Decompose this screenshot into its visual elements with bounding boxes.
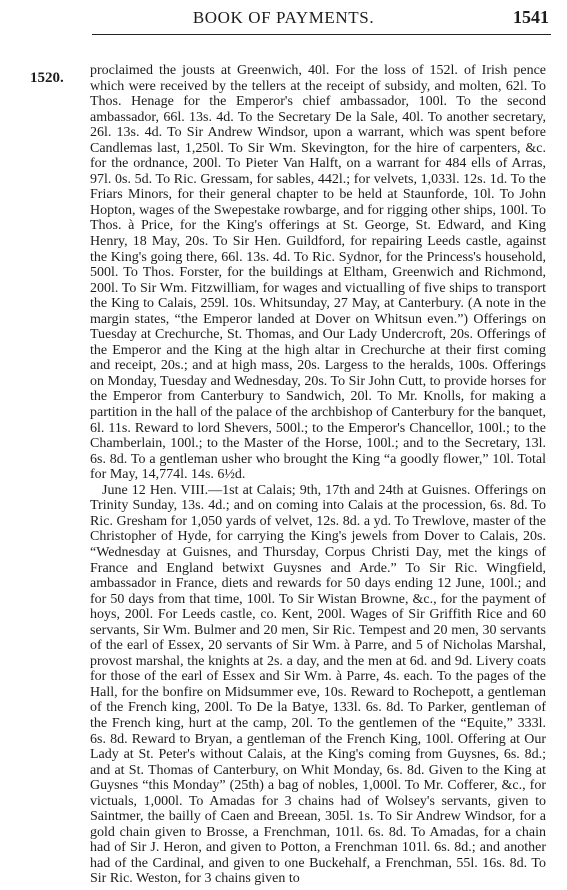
paragraph-may: proclaimed the jousts at Greenwich, 40l. For the loss of 152l. of Irish pence which were received by the tellers at the receipt of subsidy, and molten, 62l. To Thos. Henage for the Emperor's chief ambassador, 100l. To the second ambassador, 66l. 13s. 4d. To the Secretary De la Sale, 40l. To another secretary, 26l. 13s. 4d. To Sir Andrew Windsor, upon a warrant, which was spent before Candlemas last, 1,250l. To Sir Wm. Skevington, for the hire of carpenters, &c. for the ordnance, 200l. To Pieter Van Halft, on a warrant for 484 ells of Arras, 97l. 0s. 5d. To Ric. Gressam, for sables, 442l.; for velvets, 1,033l. 12s. 1d. To the Friars Minors, for their general chapter to be held at Staunforde, 10l. To John Hopton, wages of the Swepestake rowbarge, and for rigging other ships, 100l. To Thos. à Price, for the King's offerings at St. George, St. Edward, and King Henry, 18 May, 20s. To Sir Hen. Guildford, for repairing Leeds castle, against the King's going there, 66l. 13s. 4d. To Ric. Sydnor, for the Princess's household, 500l. To Thos. Forster, for the buildings at Eltham, Greenwich and Richmond, 200l. To Sir Wm. Fitzwilliam, for wages and victualling of five ships to transport the King to Calais, 259l. 10s. Whitsunday, 27 May, at Canterbury. (A note in the margin states, “the Emperor landed at Dover on Whitsun even.”) Offerings on Tuesday at Crechurche, St. Thomas, and Our Lady Undercroft, 20s. Offerings of the Emperor and the King at the high altar in Crechurche at their first coming and receipt, 20s.; and at high mass, 20s. Largess to the heralds, 100s. Offerings on Monday, Tuesday and Wednesday, 20s. To Sir John Cutt, to provide horses for the Emperor from Canterbury to Sandwich, 20l. To Mr. Knolls, for making a partition in the hall of the palace of the archbishop of Canterbury for the banquet, 6l. 11s. Reward to lord Shevers, 500l.; to the Emperor's Chancellor, 100l.; to the Chamberlain, 100l.; to the Master of the Horse, 100l.; and to the Secretary, 13l. 6s. 8d. To a gentleman usher who brought the King “a goodly flower,” 10l. Total for May, 14,774l. 14s. 6½d. [90, 63, 547, 483]
margin-year: 1520. [30, 70, 64, 86]
page-number: 1541 [513, 7, 549, 27]
body-text [90, 63, 546, 887]
running-title: BOOK OF PAYMENTS. [192, 8, 375, 27]
paragraph-june: June 12 Hen. VIII.—1st at Calais; 9th, 17th and 24th at Guisnes. Offerings on Trinity Sunday, 13s. 4d.; and on coming into Calais at the procession, 6s. 8d. To Ric. Gresham for 1,050 yards of velvet, 12s. 8d. a yd. To Trewlove, master of the Christopher of Hyde, for carrying the King's jewels from Dover to Calais, 20s. “Wednesday at Guisnes, and Thursday, Corpus Christi Day, met the kings of France and England betwixt Guysnes and Arde.” To Sir Ric. Wingfield, ambassador in France, diets and rewards for 50 days ending 12 June, 100l.; and for 50 days from that time, 100l. To Sir Wistan Browne, &c., for the payment of hoys, 200l. For Leeds castle, co. Kent, 200l. Wages of Sir Griffith Rice and 60 servants, Sir Wm. Bulmer and 20 men, Sir Ric. Tempest and 20 men, 30 servants of the earl of Essex, 20 servants of Sir Wm. à Parre, and 5 of Nicholas Marshal, provost marshal, the knights at 2s. a day, and the men at 6d. and 9d. Livery coats for those of the earl of Essex and Sir Wm. à Parre, 4s. each. To the pages of the Hall, for the bonfire on Midsummer eve, 10s. Reward to Rochepott, a gentleman of the French king, 200l. To De la Batye, 133l. 6s. 8d. To Parker, gentleman of the French king, hurt at the camp, 20l. To the gentlemen of the “Equite,” 333l. 6s. 8d. Reward to Bryan, a gentleman of the French King, 100l. Offering at Our Lady at St. Peter's without Calais, at the King's coming from Guysnes, 6s. 8d.; and at St. Thomas of Canterbury, on Whit Monday, 6s. 8d. Given to the King at Guysnes “this Monday” (25th) a bag of nobles, 1,000l. To Mr. Cofferer, &c., for victuals, 1,000l. To Amadas for 3 chains had of Wolsey's servants, given to Saintmer, the bailly of Caen and Breean, 305l. 1s. To Sir Andrew Windsor, for a gold chain given to Brosse, a Frenchman, 101l. 6s. 8d. To Amadas, for a chain had of Sir J. Heron, and given to Potton, a Frenchman 101l. 6s. 8d.; and another had of the Cardinal, and given to one Buckehalf, a Frenchman, 55l. 16s. 8d. To Sir Ric. Weston, for 3 chains given to [90, 482, 546, 887]
header-rule [92, 34, 551, 35]
